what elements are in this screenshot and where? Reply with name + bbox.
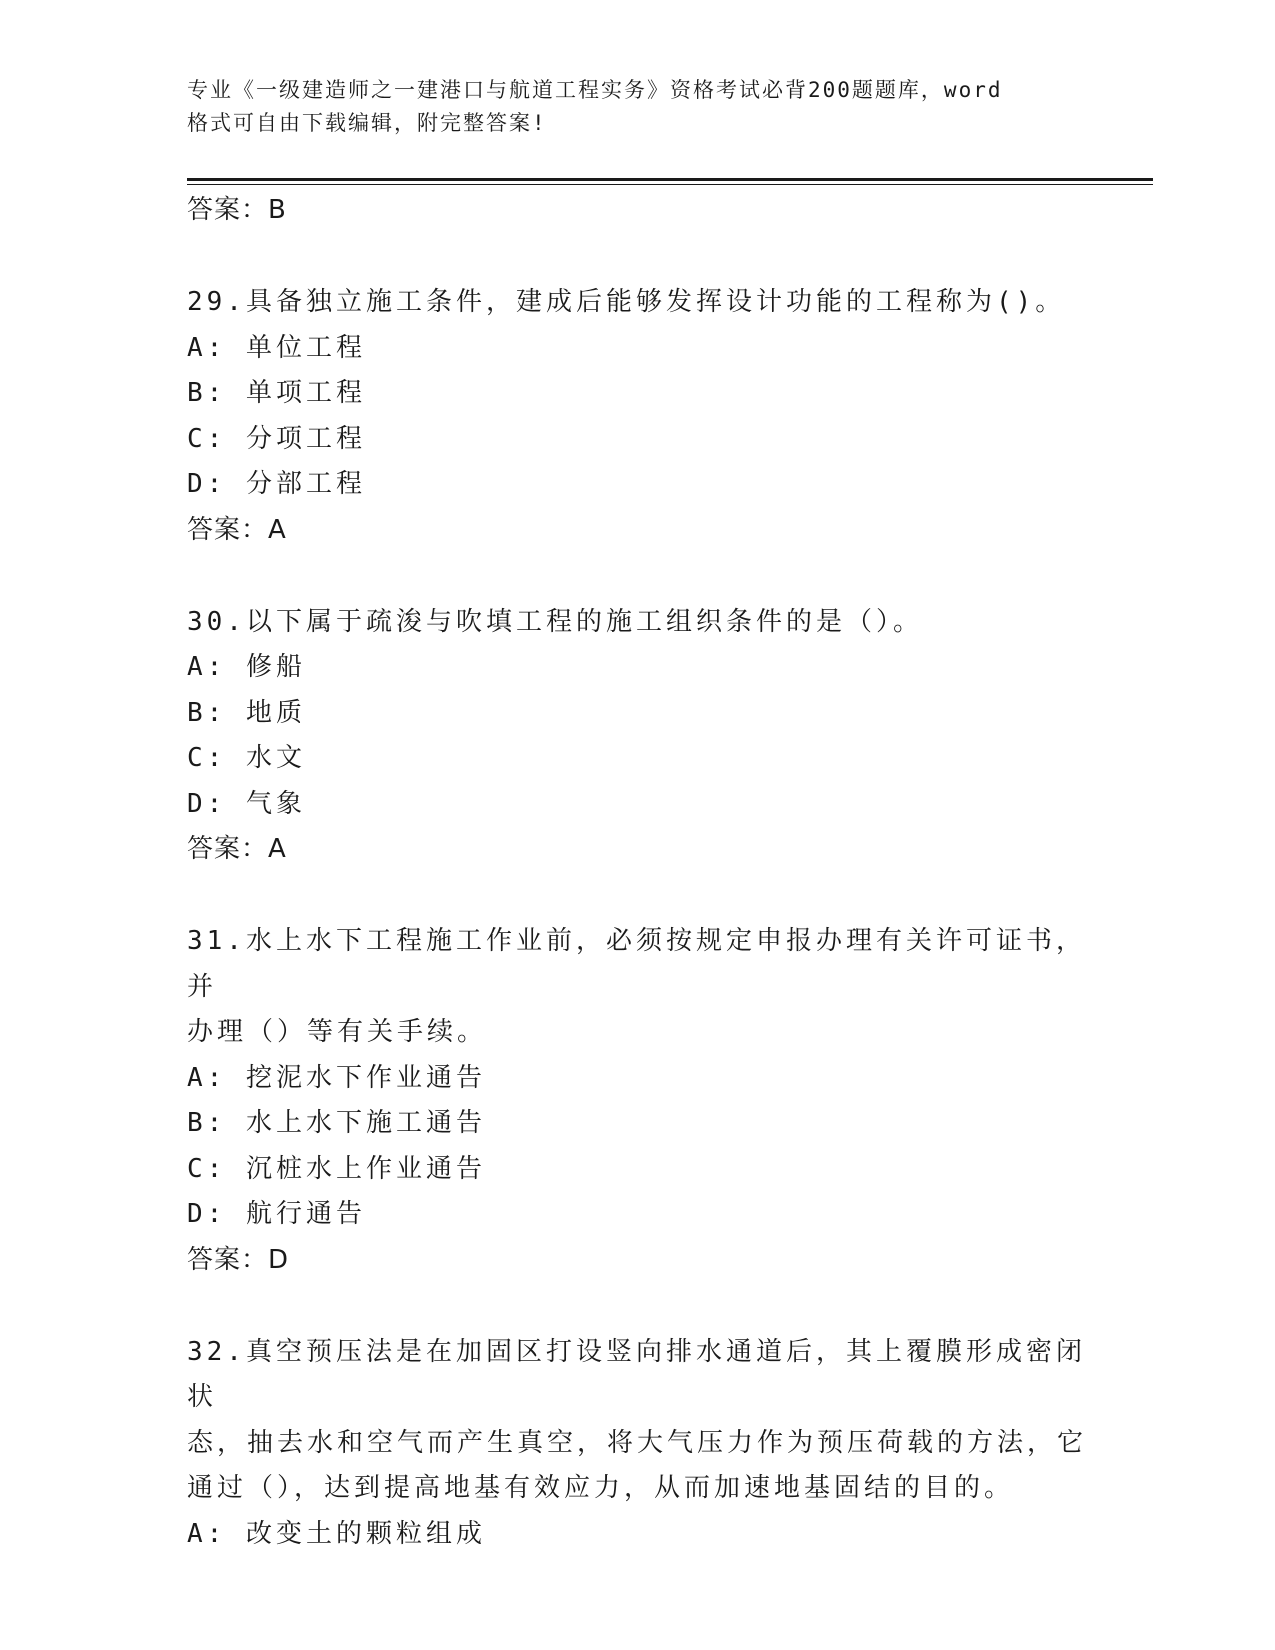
option-b: B: 水上水下施工通告 (187, 1108, 486, 1138)
option-a: A: 修船 (187, 652, 306, 682)
document-header (187, 74, 1087, 140)
option-c: C: 分项工程 (187, 423, 366, 454)
question-text-line-3: 通过（），达到提高地基有效应力，从而加速地基固结的目的。 (187, 1473, 1015, 1503)
option-a: A: 单位工程 (187, 332, 366, 363)
question-text-line-2: 态，抽去水和空气而产生真空，将大气压力作为预压荷载的方法，它 (187, 1427, 1088, 1458)
option-c: C: 水文 (187, 743, 306, 773)
question-text-line-1: 31.水上水下工程施工作业前，必须按规定申报办理有关许可证书，并 (187, 926, 1086, 1002)
spacer (187, 871, 1087, 919)
option-a: A: 改变土的颗粒组成 (187, 1518, 486, 1549)
question-31 (187, 919, 1087, 1282)
question-text-line-2: 办理（）等有关手续。 (187, 1017, 488, 1047)
option-d: D: 分部工程 (187, 469, 366, 499)
header-rule-thin (187, 184, 1153, 185)
header-line-2: 格式可自由下载编辑，附完整答案! (187, 111, 547, 135)
question-text: 30.以下属于疏浚与吹填工程的施工组织条件的是（）。 (187, 606, 923, 637)
header-rule-thick (187, 178, 1153, 181)
option-b: B: 单项工程 (187, 378, 366, 408)
option-a: A: 挖泥水下作业通告 (187, 1062, 486, 1093)
answer-previous: 答案：B (187, 195, 287, 225)
option-d: D: 航行通告 (187, 1199, 366, 1229)
answer: 答案：A (187, 514, 287, 545)
spacer (187, 1282, 1087, 1330)
option-c: C: 沉桩水上作业通告 (187, 1153, 486, 1184)
spacer (187, 552, 1087, 600)
question-list (187, 188, 1087, 1557)
answer: 答案：A (187, 834, 287, 864)
question-30 (187, 600, 1087, 872)
question-text: 29.具备独立施工条件，建成后能够发挥设计功能的工程称为()。 (187, 287, 1066, 317)
question-32 (187, 1330, 1087, 1558)
header-line-1: 专业《一级建造师之一建港口与航道工程实务》资格考试必背200题题库，word (187, 78, 1003, 102)
spacer (187, 232, 1087, 280)
option-b: B: 地质 (187, 697, 306, 728)
question-text-line-1: 32.真空预压法是在加固区打设竖向排水通道后，其上覆膜形成密闭状 (187, 1336, 1086, 1412)
answer: 答案：D (187, 1244, 290, 1275)
question-29 (187, 280, 1087, 552)
option-d: D: 气象 (187, 788, 306, 819)
